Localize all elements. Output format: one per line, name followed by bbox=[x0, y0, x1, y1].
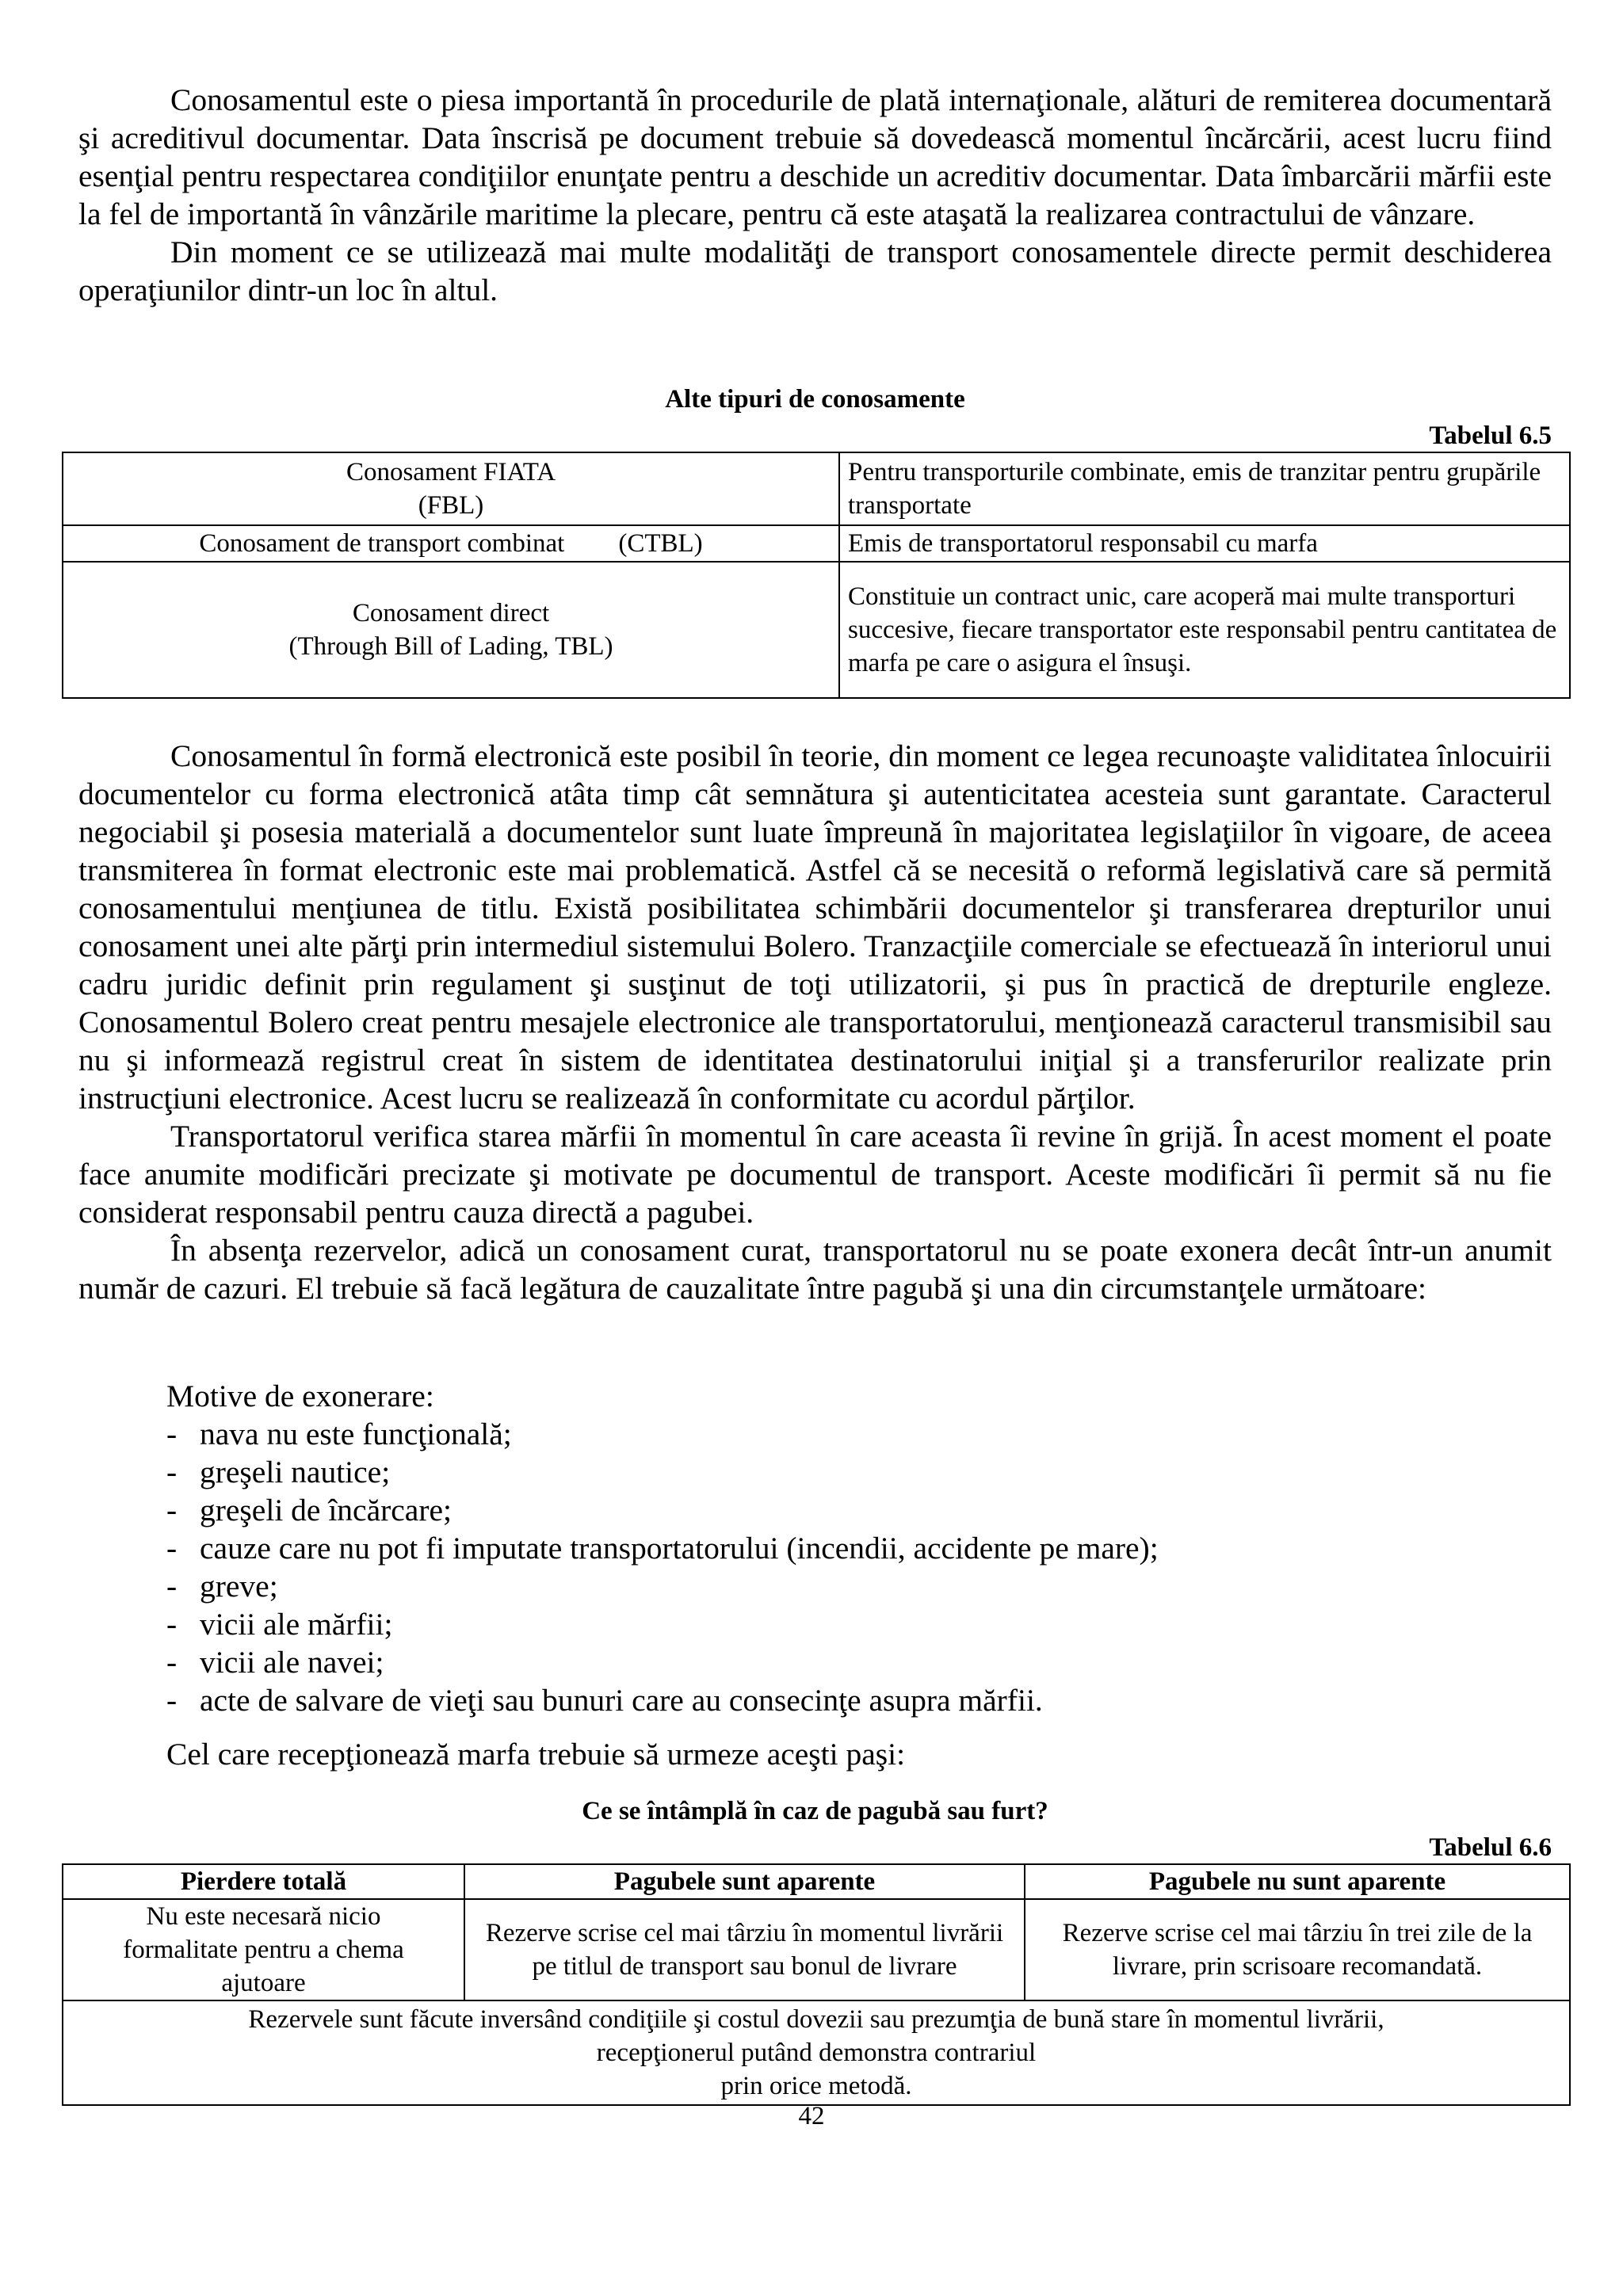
paragraph-direct-bills: Din moment ce se utilizează mai multe modalităţi de transport conosamentele directe permit deschiderea operaţiunilor dintr-un loc în altul. bbox=[78, 235, 1552, 307]
table-6-6-number: Tabelul 6.6 bbox=[1429, 1833, 1552, 1862]
page-number: 42 bbox=[798, 2102, 825, 2130]
table-6-5-title: Alte tipuri de conosamente bbox=[665, 385, 965, 414]
cell-line: Conosament FIATA bbox=[346, 458, 556, 486]
column-header: Pierdere totală bbox=[63, 1864, 464, 1899]
cell-line: Conosament de transport combinat bbox=[199, 529, 565, 558]
table-cell: Pentru transporturile combinate, emis de tranzitar pentru grupările transportate bbox=[839, 452, 1570, 525]
paragraph-absence-of-reserves: În absenţa rezervelor, adică un conosament curat, transportatorul nu se poate exonera decât într-un anumit număr de cazuri. El trebuie să facă legătura de cauzalitate între pagubă şi una din circumstanţele următoare: bbox=[78, 1233, 1552, 1306]
table-cell: Nu este necesară nicio formalitate pentru a chema ajutoare bbox=[63, 1899, 464, 2000]
table-cell: Rezerve scrise cel mai târziu în momentul livrării pe titlul de transport sau bonul de livrare bbox=[464, 1899, 1025, 2000]
table-6-5-number: Tabelul 6.5 bbox=[1429, 421, 1552, 450]
table-row bbox=[63, 2000, 1570, 2105]
table-header-row bbox=[63, 1864, 1570, 1899]
cell-line: (FBL) bbox=[418, 491, 484, 520]
list-item: - cauze care nu pot fi imputate transportatorului (incendii, accidente pe mare); bbox=[166, 1531, 1159, 1566]
cell-line: Rezervele sunt făcute inversând condiţiile şi costul dovezii sau prezumţia de bună stare în momentul livrării, bbox=[248, 2005, 1384, 2034]
list-item: - greve; bbox=[166, 1569, 278, 1604]
table-6-6-title: Ce se întâmplă în caz de pagubă sau furt? bbox=[582, 1797, 1048, 1825]
list-item: - vicii ale mărfii; bbox=[166, 1607, 393, 1642]
table-cell bbox=[63, 562, 839, 698]
table-cell bbox=[63, 452, 839, 525]
table-cell bbox=[63, 525, 839, 562]
exoneration-heading: Motive de exonerare: bbox=[166, 1379, 434, 1413]
column-header: Pagubele sunt aparente bbox=[464, 1864, 1025, 1899]
list-item: - greşeli de încărcare; bbox=[166, 1493, 452, 1527]
cell-line: (Through Bill of Lading, TBL) bbox=[288, 632, 613, 661]
paragraph-electronic-bill: Conosamentul în formă electronică este posibil în teorie, din moment ce legea recunoaşte validitatea înlocuirii documentelor cu forma electronică atâta timp cât semnătura şi autenticitatea acesteia sunt garantate. Caracterul negociabil şi posesia materială a documentelor sunt luate împreună în majoritatea legislaţiilor în vigoare, de aceea transmiterea în format electronic este mai problematică. Astfel că se necesită o reformă legislativă care să permită conosamentului menţiunea de titlu. Există posibilitatea schimbării documentelor şi transferarea drepturilor unui conosament unei alte părţi prin intermediul sistemului Bolero. Tranzacţiile comerciale se efectuează în interiorul unui cadru juridic definit prin regulament şi susţinut de toţi utilizatorii, şi pus în practică de drepturile engleze. Conosamentul Bolero creat pentru mesajele electronice ale transportatorului, menţionează caracterul transmisibil sau nu şi informează registrul creat în sistem de identitatea destinatorului iniţial şi a transferurilor realizate prin instrucţiuni electronice. Acest lucru se realizează în conformitate cu acordul părţilor. bbox=[78, 738, 1552, 1116]
list-item: - vicii ale navei; bbox=[166, 1645, 384, 1680]
column-header: Pagubele nu sunt aparente bbox=[1025, 1864, 1570, 1899]
table-row bbox=[63, 1899, 1570, 2000]
table-row bbox=[63, 562, 1570, 698]
table-row bbox=[63, 525, 1570, 562]
table-cell: Rezerve scrise cel mai târziu în trei zile de la livrare, prin scrisoare recomandată. bbox=[1025, 1899, 1570, 2000]
paragraph-carrier-verification: Transportatorul verifica starea mărfii în momentul în care aceasta îi revine în grijă. În acest moment el poate face anumite modificări precizate şi motivate pe documentul de transport. Aceste modificări îi permit să nu fie considerat responsabil pentru cauza directă a pagubei. bbox=[78, 1119, 1552, 1230]
table-cell: Constituie un contract unic, care acoperă mai multe transporturi succesive, fiecare transportator este responsabil pentru cantitatea de marfa pe care o asigura el însuşi. bbox=[839, 562, 1570, 698]
intro-block bbox=[78, 81, 1552, 309]
table-6-5 bbox=[62, 452, 1571, 699]
cell-line: prin orice metodă. bbox=[720, 2072, 912, 2100]
cell-line: recepţionerul putând demonstra contrariul bbox=[596, 2039, 1037, 2067]
table-6-6 bbox=[62, 1863, 1571, 2106]
list-item: - nava nu este funcţională; bbox=[166, 1417, 512, 1451]
cell-line: (CTBL) bbox=[618, 529, 703, 558]
paragraph-bill-of-lading-importance: Conosamentul este o piesa importantă în procedurile de plată internaţionale, alături de remiterea documentară şi acreditivul documentar. Data înscrisă pe document trebuie să dovedească momentul încărcării, acest lucru fiind esenţial pentru respectarea condiţiilor enunţate pentru a deschide un acreditiv documentar. Data îmbarcării mărfii este la fel de importantă în vânzările maritime la plecare, pentru că este ataşată la realizarea contractului de vânzare. bbox=[78, 82, 1552, 231]
cell-line: Conosament direct bbox=[352, 599, 550, 627]
body-block bbox=[78, 737, 1552, 1307]
table-row bbox=[63, 452, 1570, 525]
table-6-5-caption bbox=[78, 380, 1552, 453]
table-cell: Emis de transportatorul responsabil cu marfa bbox=[839, 525, 1570, 562]
list-item: - acte de salvare de vieţi sau bunuri care au consecinţe asupra mărfii. bbox=[166, 1683, 1043, 1718]
list-item: - greşeli nautice; bbox=[166, 1455, 391, 1489]
recipient-steps-intro: Cel care recepţionează marfa trebuie să urmeze aceşti paşi: bbox=[166, 1737, 906, 1772]
exoneration-list bbox=[166, 1377, 1514, 1773]
table-6-6-caption bbox=[78, 1792, 1552, 1865]
table-footer-cell bbox=[63, 2000, 1570, 2105]
